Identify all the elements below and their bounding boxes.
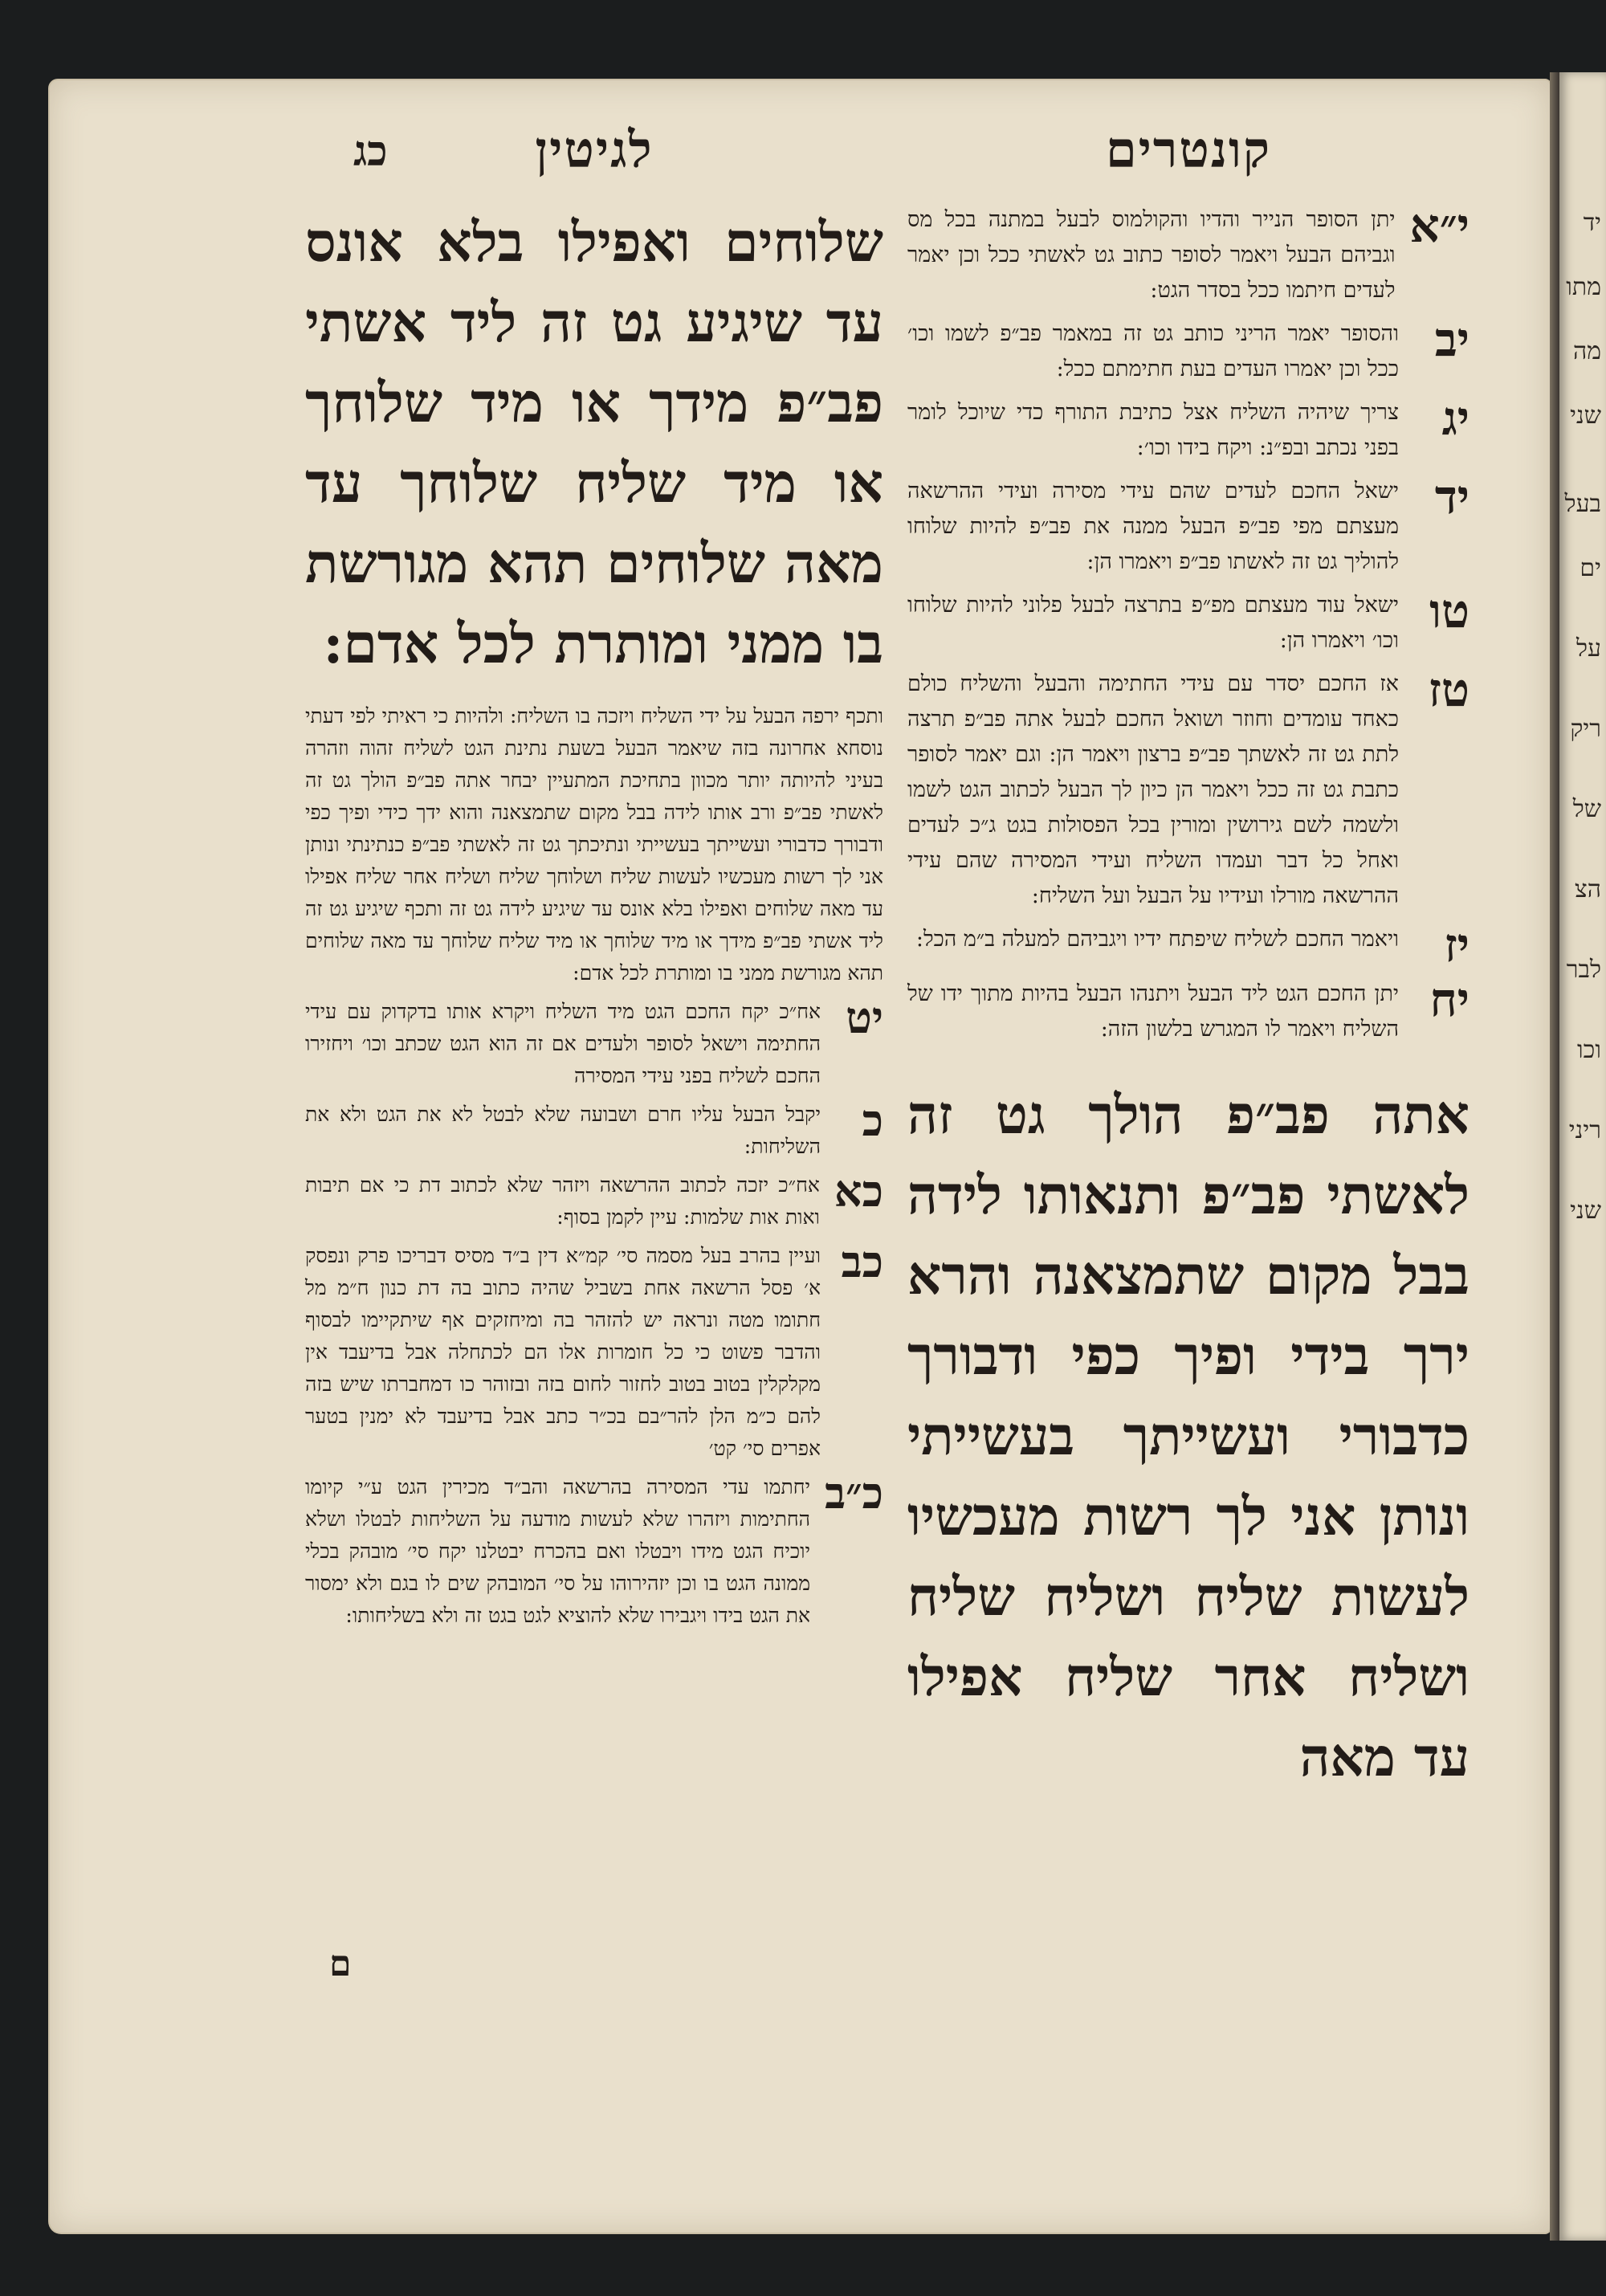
paragraph-21 — [305, 1165, 883, 1234]
adjacent-page-edge — [1559, 72, 1606, 2241]
paragraph-text: ישאל החכם לעדים שהם עידי מסירה ועידי ההרשאה מעצתם מפי פב״פ הבעל ממנה את פב״פ להיות שלוחו להוליך גט זה לאשתו פב״פ ויאמרו הן: — [907, 479, 1399, 574]
paragraph-text: יקבל הבעל עליו חרם ושבועה שלא לבטל לא את הגט ולא את השליחות: — [305, 1103, 821, 1158]
edge-fragment: ריק — [1570, 715, 1601, 743]
paragraph-text: והסופר יאמר הריני כותב גט זה במאמר פב״פ לשמו וכו׳ ככל וכן יאמרו העדים בעת חתימתם ככל: — [907, 321, 1399, 381]
paragraph-22a — [305, 1236, 883, 1465]
delivery-formula: אתה פב״פ הולך גט זה לאשתי פב״פ ותנאותו לידה בבל מקום שתמצאנה והרא ירך בידי ופיך כפי ודבורך כדבורי ועשייתך בעשייתי ונותן אני לך רשות מעכשיו לעשות שליח ושליח שליח ושליח אחר שליח אפילו עד מאה — [907, 1083, 1469, 1788]
paragraph-16 — [907, 663, 1469, 914]
edge-fragment: ים — [1580, 554, 1601, 582]
edge-fragment: של — [1572, 795, 1601, 823]
paragraph-11 — [907, 198, 1469, 308]
paragraph-18 — [907, 973, 1469, 1047]
paragraph-text: ויאמר החכם לשליח שיפתח ידיו ויגביהם למעלה ב״מ הכל: — [915, 927, 1399, 952]
paragraph-12 — [907, 312, 1469, 387]
section-marker: טז — [1428, 663, 1469, 717]
paragraph-text: יחתמו עדי המסירה בהרשאה והב״ד מכירין הגט ע״י קיומו החתימות ויזהרו שלא לעשות מודעה על השליחות לבטלו ושלא יוכיח הגט מידו ויבטלו ואם בהכרח יבטלנו יקח סי׳ מובהק בכלי ממונה הגט בו וכן יזהירוהו על סי׳ המובהק שים לו בגם ולא ימסור את הגט בידו ויגבירו שלא להוציא לגט בגט זה ולא בשליחותו: — [305, 1475, 811, 1627]
paragraph-17 — [907, 918, 1469, 973]
folio-number: כג — [353, 127, 388, 176]
section-marker: יד — [1434, 470, 1469, 524]
section-marker: יט — [846, 992, 883, 1043]
paragraph-text: ועיין בהרב בעל מסמה סי׳ קמ״א דין ב״ד מסיס דבריכו פרק ונפסק א׳ פסל הרשאה אחת בשביל שהיה כתוב בה דת כנון ח״מ מל חתומו מטה ונראה יש להזהר בה ומיחזקים אף שיתקיימו לבסוף והדבר פשוט כי כל חומרות אלו הם לכתחלה אבל בדיעבד אין מקלקלין בטוב בטוב לחזור לחום בזה ובזוהר כו דמחברתו שיש בזה להם כ״מ הלן להר״בם בכ״ר כתב אבל בדיעבד לא ימנין בטער אפרים סי׳ קט׳ — [305, 1244, 821, 1460]
book-gutter — [1550, 72, 1559, 2241]
section-marker: טו — [1429, 584, 1469, 638]
section-marker: יח — [1429, 973, 1469, 1027]
paragraph-text: יתן הסופר הנייר והדיו והקולמוס לבעל במתנה בכל מס וגביהם הבעל ויאמר לסופר כתוב גט לאשתי ככל וכן יאמר לעדים חיתמו ככל בסדר הגט: — [907, 207, 1396, 303]
edge-fragment: וכו — [1576, 1036, 1601, 1064]
paragraph-text: אח״כ יזכה לכתוב ההרשאה ויזהר שלא לכתוב דת כי אם תיבות ואות אות שלמות: עיין לקמן בסוף: — [305, 1173, 820, 1229]
paragraph-20 — [305, 1095, 883, 1163]
paragraph-text: אח״כ יקח החכם הגט מיד השליח ויקרא אותו בדקדוק עם עידי החתימה וישאל לסופר ולעדים אם זה הוא הגט שכתב וכו׳ ויחזירו החכם לשליח בפני עידי המסירה — [305, 1000, 821, 1087]
edge-fragment: שני — [1570, 402, 1601, 430]
paragraph-15 — [907, 584, 1469, 659]
signature-mark: ם — [329, 1943, 352, 1984]
edge-fragment: יד — [1583, 209, 1601, 237]
left-column — [305, 120, 883, 1638]
edge-fragment: ריני — [1568, 1116, 1601, 1144]
section-marker: יג — [1441, 391, 1469, 446]
section-marker: יב — [1434, 312, 1469, 367]
section-marker: י״א — [1409, 198, 1469, 253]
edge-fragment: מה — [1572, 337, 1601, 365]
edge-fragment: שני — [1570, 1197, 1601, 1225]
paragraph-13 — [907, 391, 1469, 466]
paragraph-19 — [305, 992, 883, 1092]
section-marker: כ — [862, 1095, 883, 1146]
paragraph-text: ישאל עוד מעצתם מפ״פ בתרצה לבעל פלוני להיות שלוחו וכו׳ ויאמרו הן: — [907, 593, 1399, 653]
paragraph-14 — [907, 470, 1469, 580]
edge-fragment: הצ — [1575, 875, 1601, 903]
edge-fragment: לבר — [1566, 956, 1601, 984]
right-column — [907, 120, 1469, 1797]
paragraph-22b — [305, 1467, 883, 1632]
section-marker: כא — [834, 1165, 883, 1217]
intro-note: ותכף ירפה הבעל על ידי השליח ויזכה בו השליח: ולהיות כי ראיתי לפי דעתי נוסחא אחרונה בזה שיאמר הבעל בשעת נתינת הגט לשליח זהוה וזהרה בעיני להיותה יותר מכוון בתחיכת המתעיין יבחר אתה פב״פ הולך גט זה לאשתי פב״פ ורב אותו לידה בבל מקום שתמצאנה והוא ידך כידי ופיך כפי ודבורך כדבורי ועשייתך בעשייתי ונתיכתך גט זה לאשתי פב״פ כנתינתי ונותן אני לך רשות מעכשיו לעשות שליח ושלוחך שליח ושליח אחר שליח אפילו עד מאה שלוחים ואפילו בלא אונס עד שיגיע לידה גט זה ותכף שיגיע גט זה ליד אשתי פב״פ מידך או מיד שלוחך או מיד שליח שלוחך עד מאה שלוחים תהא מגורשת ממני בו ומותרת לכל אדם: — [305, 704, 883, 985]
running-head-right: קונטרים — [1105, 120, 1272, 179]
edge-fragment: על — [1575, 634, 1601, 663]
section-marker: יז — [1444, 918, 1469, 973]
section-marker: כ״ב — [825, 1467, 883, 1519]
edge-fragment: בעל — [1564, 490, 1601, 518]
paragraph-text: אז החכם יסדר עם עידי החתימה והבעל והשליח כולם כאחד עומדים וחוזר ושואל החכם לבעל אתה פב״פ תרצה לתת גט זה לאשתך פב״פ ברצון ויאמר הן: וגם יאמר לסופר כתבת גט זה ככל ויאמר הן כיון לך הבעל לכתוב הגט לשמו ולשמה לשם גירושין ומורין בכל הפסולות בגט ג״כ לעדים ואחל כל דבר ועמדו השליח ועידי המסירה שהם עידי ההרשאה מורלו ועידיו על הבעל ועל השליח: — [907, 671, 1399, 908]
paragraph-text: צריך שיהיה השליח אצל כתיבת התורף כדי שיוכל לומר בפני נכתב ובפ״נ: ויקח בידו וכו׳: — [907, 400, 1399, 460]
edge-fragment: מתו — [1566, 273, 1601, 301]
section-marker: כב — [841, 1236, 883, 1287]
paragraph-text: יתן החכם הגט ליד הבעל ויתנהו הבעל בהיות מתוך ידו של השליח ויאמר לו המגרש בלשון הזה: — [907, 981, 1399, 1042]
running-head-left: לגיטין — [535, 120, 654, 179]
formula-continuation: שלוחים ואפילו בלא אונס עד שיגיע גט זה ליד אשתי פב״פ מידך או מיד שלוחך או מיד שליח שלוחך עד מאה שלוחים תהא מגורשת בו ממני ומותרת לכל אדם: — [305, 210, 883, 676]
